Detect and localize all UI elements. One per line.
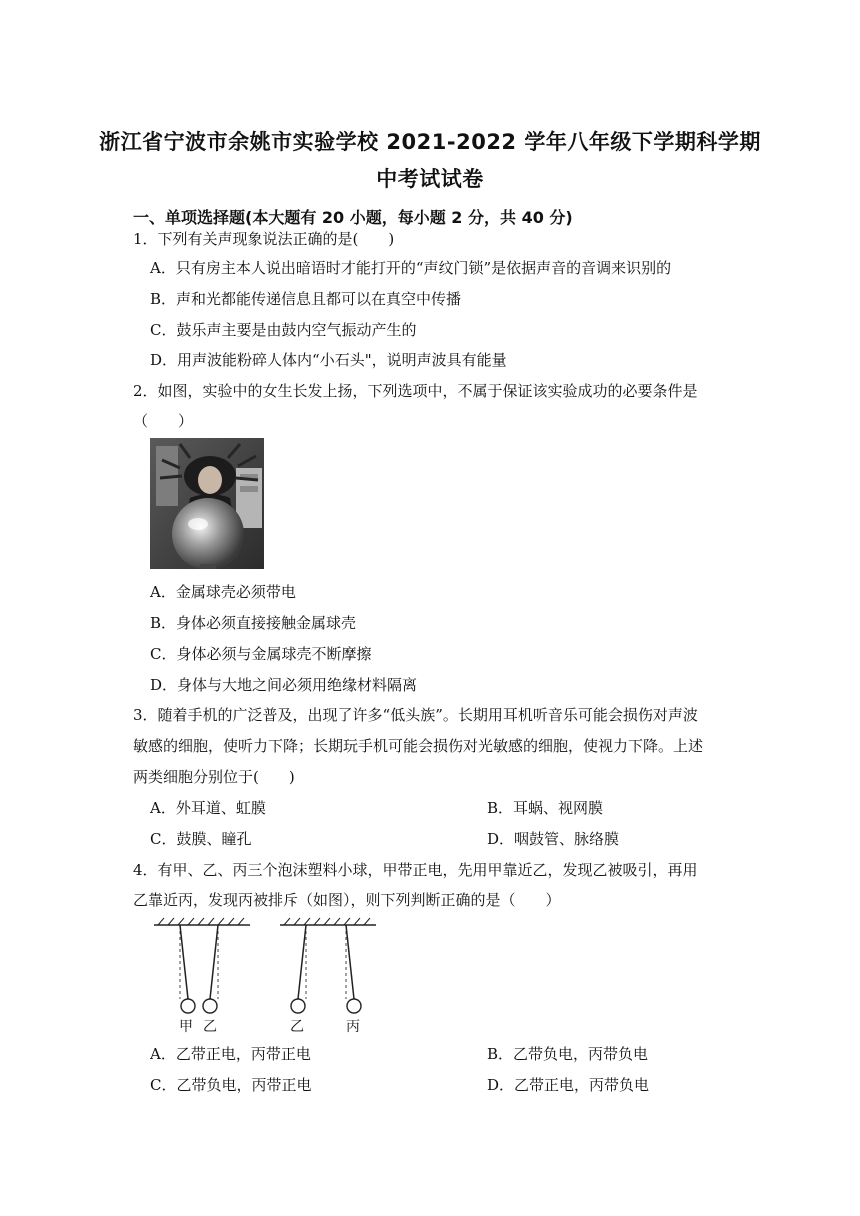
- q4-option-d: D．乙带正电，丙带负电: [487, 1076, 650, 1094]
- q1-stem: 1．下列有关声现象说法正确的是( ): [133, 230, 395, 248]
- q4-option-a: A．乙带正电，丙带正电: [150, 1045, 311, 1063]
- q4-option-b: B．乙带负电，丙带负电: [487, 1045, 649, 1063]
- q3-option-d: D．咽鼓管、脉络膜: [487, 830, 620, 848]
- q2-option-c: C．身体必须与金属球壳不断摩擦: [150, 645, 372, 663]
- q2-option-d: D．身体与大地之间必须用绝缘材料隔离: [150, 676, 418, 694]
- q2-option-a: A．金属球壳必须带电: [150, 583, 296, 601]
- q4-stem-line-2: 乙靠近丙，发现丙被排斥（如图），则下列判断正确的是（ ）: [133, 891, 561, 909]
- label-jia: 甲: [179, 1019, 193, 1035]
- q2-stem-line-2: （ ）: [133, 412, 194, 430]
- q1-option-a: A．只有房主本人说出暗语时才能打开的“声纹门锁”是依据声音的音调来识别的: [150, 259, 672, 277]
- q1-option-c: C．鼓乐声主要是由鼓内空气振动产生的: [150, 321, 417, 339]
- q2-option-b: B．身体必须直接接触金属球壳: [150, 614, 357, 632]
- q3-option-a: A．外耳道、虹膜: [150, 799, 266, 817]
- label-yi-1: 乙: [203, 1019, 217, 1035]
- label-bing: 丙: [346, 1019, 360, 1035]
- section-heading: 一、单项选择题(本大题有 20 小题，每小题 2 分，共 40 分): [133, 208, 573, 227]
- q3-stem-line-3: 两类细胞分别位于( ): [133, 768, 295, 786]
- q4-stem-line-1: 4．有甲、乙、丙三个泡沫塑料小球，甲带正电，先用甲靠近乙，发现乙被吸引，再用: [133, 861, 698, 879]
- label-yi-2: 乙: [290, 1019, 304, 1035]
- q1-option-b: B．声和光都能传递信息且都可以在真空中传播: [150, 290, 462, 308]
- exam-title-line-1: 浙江省宁波市余姚市实验学校 2021-2022 学年八年级下学期科学期: [99, 130, 761, 154]
- q3-option-b: B．耳蜗、视网膜: [487, 799, 604, 817]
- q4-option-c: C．乙带负电，丙带正电: [150, 1076, 312, 1094]
- van-de-graaff-photo: [150, 438, 264, 569]
- pendulum-balls-figure: [150, 915, 390, 1037]
- q3-stem-line-2: 敏感的细胞，使听力下降；长期玩手机可能会损伤对光敏感的细胞，使视力下降。上述: [133, 737, 704, 755]
- q3-stem-line-1: 3．随着手机的广泛普及，出现了许多“低头族”。长期用耳机听音乐可能会损伤对声波: [133, 706, 698, 724]
- q2-stem-line-1: 2．如图，实验中的女生长发上扬，下列选项中，不属于保证该实验成功的必要条件是: [133, 382, 698, 400]
- q3-option-c: C．鼓膜、瞳孔: [150, 830, 252, 848]
- q1-option-d: D．用声波能粉碎人体内“小石头"，说明声波具有能量: [150, 351, 507, 369]
- exam-title-line-2: 中考试试卷: [376, 167, 484, 191]
